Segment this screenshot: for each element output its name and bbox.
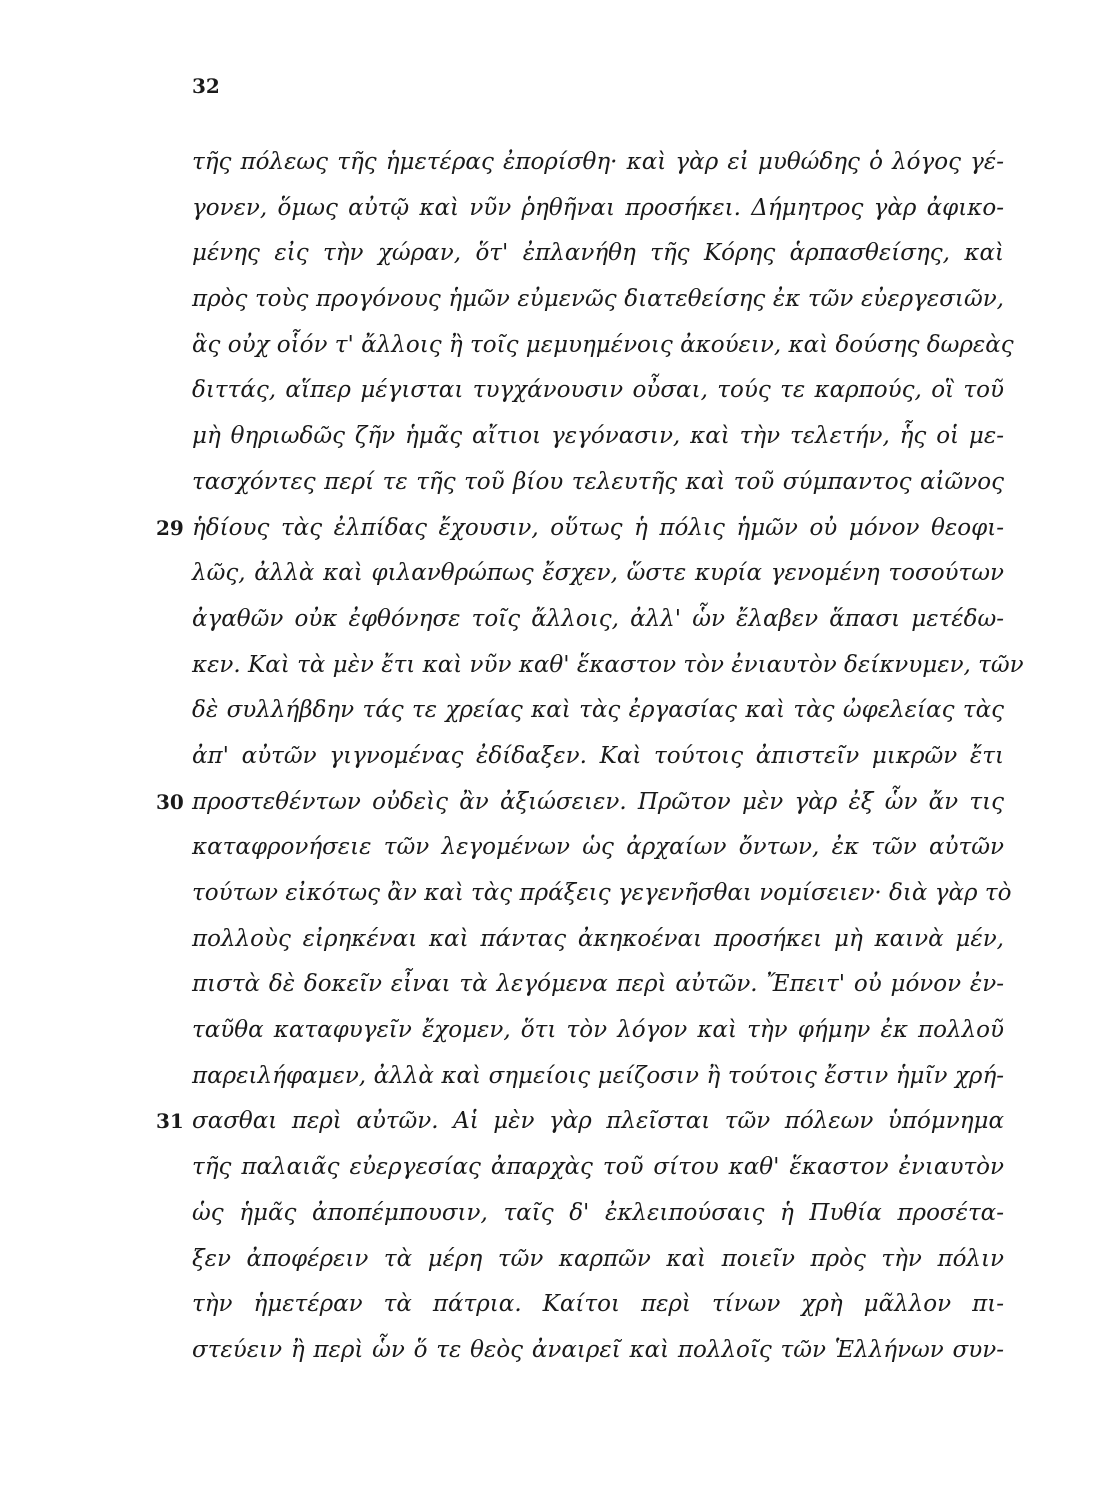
- line-text: τὴν ἡμετέραν τὰ πάτρια. Καίτοι περὶ τίνων χρὴ μᾶλλον πι-: [192, 1291, 1004, 1318]
- line-text: ἃς οὐχ οἷόν τ' ἄλλοις ἢ τοῖς μεμυημένοις ἀκούειν, καὶ δούσης δωρεὰς: [192, 331, 1014, 358]
- line-text: παρειλήφαμεν, ἀλλὰ καὶ σημείοις μείζοσιν ἢ τούτοις ἔστιν ἡμῖν χρή-: [192, 1062, 1004, 1089]
- line-text: μὴ θηριωδῶς ζῆν ἡμᾶς αἴτιοι γεγόνασιν, καὶ τὴν τελετήν, ἧς οἱ με-: [192, 423, 1004, 450]
- text-line: [192, 1282, 1004, 1328]
- text-line: [192, 460, 1004, 506]
- text-line: [192, 231, 1004, 277]
- text-line: [192, 597, 1004, 643]
- text-line: [192, 140, 1004, 186]
- line-text: καταφρονήσειε τῶν λεγομένων ὡς ἀρχαίων ὄντων, ἐκ τῶν αὐτῶν: [192, 834, 1004, 861]
- line-text: πιστὰ δὲ δοκεῖν εἶναι τὰ λεγόμενα περὶ αὐτῶν. Ἔπειτ' οὐ μόνον ἐν-: [192, 971, 1004, 998]
- line-text: πρὸς τοὺς προγόνους ἡμῶν εὐμενῶς διατεθείσης ἐκ τῶν εὐεργεσιῶν,: [192, 286, 1004, 313]
- line-text: μένης εἰς τὴν χώραν, ὅτ' ἐπλανήθη τῆς Κόρης ἁρπασθείσης, καὶ: [192, 240, 1004, 267]
- text-line: [192, 277, 1004, 323]
- text-line: [156, 780, 1004, 826]
- line-text: γονεν, ὅμως αὐτῷ καὶ νῦν ῥηθῆναι προσήκει. Δήμητρος γὰρ ἀφικο-: [192, 194, 1004, 221]
- line-text: πολλοὺς εἰρηκέναι καὶ πάντας ἀκηκοέναι προσήκει μὴ καινὰ μέν,: [192, 925, 1004, 952]
- text-line: [192, 414, 1004, 460]
- text-line: [192, 368, 1004, 414]
- text-line: [156, 506, 1004, 552]
- line-text: ἀγαθῶν οὐκ ἐφθόνησε τοῖς ἄλλοις, ἀλλ' ὧν ἔλαβεν ἅπασι μετέδω-: [192, 605, 1004, 632]
- text-line: [192, 1145, 1004, 1191]
- text-line: [192, 186, 1004, 232]
- line-text: τασχόντες περί τε τῆς τοῦ βίου τελευτῆς καὶ τοῦ σύμπαντος αἰῶνος: [192, 468, 1004, 495]
- line-text: σασθαι περὶ αὐτῶν. Αἱ μὲν γὰρ πλεῖσται τῶν πόλεων ὑπόμνημα: [192, 1108, 1004, 1135]
- text-line: [192, 1191, 1004, 1237]
- section-number: 30: [156, 789, 184, 814]
- text-line: [192, 688, 1004, 734]
- line-text: τούτων εἰκότως ἂν καὶ τὰς πράξεις γεγενῆσθαι νομίσειεν· διὰ γὰρ τὸ: [192, 880, 1012, 906]
- line-text: κεν. Καὶ τὰ μὲν ἔτι καὶ νῦν καθ' ἕκαστον τὸν ἐνιαυτὸν δείκνυμεν, τῶν: [192, 651, 1024, 678]
- text-line: [192, 962, 1004, 1008]
- text-line: [192, 1054, 1004, 1100]
- section-number: 31: [156, 1109, 184, 1134]
- line-text: ξεν ἀποφέρειν τὰ μέρη τῶν καρπῶν καὶ ποιεῖν πρὸς τὴν πόλιν: [192, 1245, 1004, 1272]
- line-text: ἡδίους τὰς ἐλπίδας ἔχουσιν, οὕτως ἡ πόλις ἡμῶν οὐ μόνον θεοφι-: [192, 514, 1004, 541]
- text-line: [192, 825, 1004, 871]
- text-line: [192, 1237, 1004, 1283]
- text-line: [192, 643, 1024, 689]
- line-text: τῆς παλαιᾶς εὐεργεσίας ἀπαρχὰς τοῦ σίτου καθ' ἕκαστον ἐνιαυτὸν: [192, 1154, 1004, 1181]
- text-line: [192, 1008, 1004, 1054]
- section-number: 29: [156, 515, 184, 540]
- text-line: [192, 1328, 1004, 1374]
- greek-text-body: [156, 140, 1024, 1374]
- line-text: στεύειν ἢ περὶ ὧν ὅ τε θεὸς ἀναιρεῖ καὶ πολλοῖς τῶν Ἑλλήνων συν-: [192, 1336, 1004, 1363]
- text-line: [192, 734, 1004, 780]
- text-line: [192, 871, 1012, 917]
- text-line: [192, 323, 1014, 369]
- line-text: προστεθέντων οὐδεὶς ἂν ἀξιώσειεν. Πρῶτον μὲν γὰρ ἐξ ὧν ἄν τις: [192, 788, 1004, 815]
- line-text: διττάς, αἵπερ μέγισται τυγχάνουσιν οὖσαι, τούς τε καρπούς, οἳ τοῦ: [192, 377, 1004, 404]
- text-line: [192, 917, 1004, 963]
- line-text: ταῦθα καταφυγεῖν ἔχομεν, ὅτι τὸν λόγον καὶ τὴν φήμην ἐκ πολλοῦ: [192, 1017, 1004, 1044]
- text-line: [156, 1099, 1004, 1145]
- text-line: [192, 551, 1004, 597]
- line-text: λῶς, ἀλλὰ καὶ φιλανθρώπως ἔσχεν, ὥστε κυρία γενομένη τοσούτων: [192, 560, 1004, 587]
- line-text: ὡς ἡμᾶς ἀποπέμπουσιν, ταῖς δ' ἐκλειπούσαις ἡ Πυθία προσέτα-: [192, 1199, 1004, 1226]
- line-text: δὲ συλλήβδην τάς τε χρείας καὶ τὰς ἐργασίας καὶ τὰς ὠφελείας τὰς: [192, 697, 1004, 724]
- line-text: ἀπ' αὐτῶν γιγνομένας ἐδίδαξεν. Καὶ τούτοις ἀπιστεῖν μικρῶν ἔτι: [192, 742, 1004, 769]
- line-text: τῆς πόλεως τῆς ἡμετέρας ἐπορίσθη· καὶ γὰρ εἰ μυθώδης ὁ λόγος γέ-: [192, 149, 1004, 175]
- page-number: 32: [192, 74, 220, 98]
